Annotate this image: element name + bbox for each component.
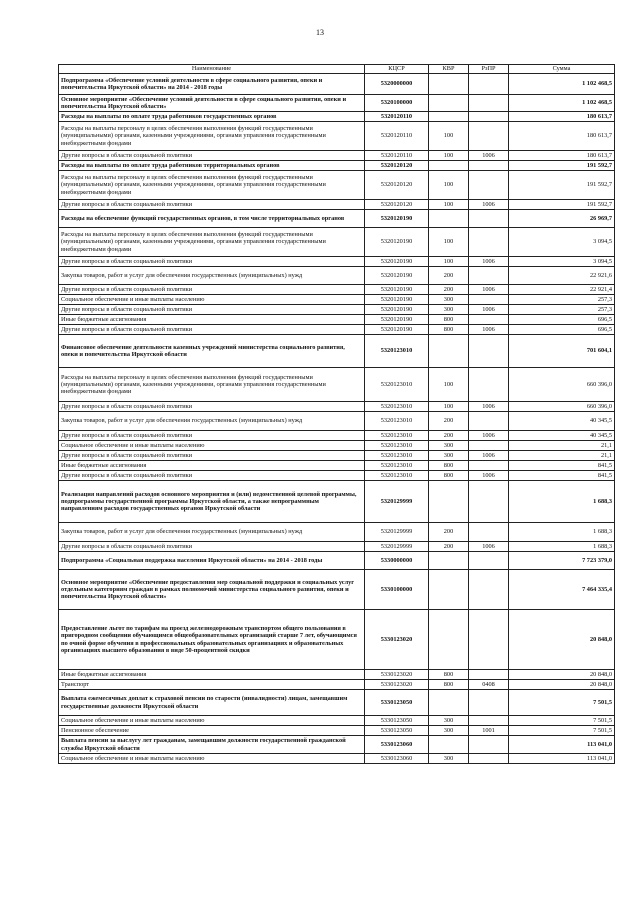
cell-kvr: 200 (429, 431, 469, 441)
cell-kvr (429, 736, 469, 754)
table-row (59, 151, 615, 161)
cell-name: Закупка товаров, работ и услуг для обеспечения государственных (муниципальных) нужд (59, 412, 365, 431)
cell-kcsr: 5320129999 (365, 481, 429, 523)
cell-name: Другие вопросы в области социальной политики (59, 285, 365, 295)
cell-kcsr: 5330123060 (365, 754, 429, 764)
cell-rzpr (469, 315, 509, 325)
cell-kcsr: 5320100000 (365, 95, 429, 112)
table-row (59, 481, 615, 523)
table-body (59, 74, 615, 764)
cell-name: Другие вопросы в области социальной политики (59, 451, 365, 461)
cell-name: Выплата пенсии за выслугу лет гражданам, замещавшим должности государственной гражданской службы Иркутской области (59, 736, 365, 754)
cell-kvr: 300 (429, 441, 469, 451)
cell-name: Социальное обеспечение и иные выплаты населению (59, 295, 365, 305)
cell-name: Расходы на выплаты персоналу в целях обеспечения выполнения функций государственными (муниципальными) органами, казенными учреждениями, органами управления государственными внебюджетными фондами (59, 228, 365, 257)
cell-kcsr: 5330123050 (365, 726, 429, 736)
cell-sum: 7 501,5 (509, 690, 615, 716)
header-rzpr: РзПР (469, 65, 509, 74)
cell-kcsr: 5320120190 (365, 325, 429, 335)
cell-name: Основное мероприятие «Обеспечение условий деятельности в сфере социального развития, опеки и попечительства Иркутской области» (59, 95, 365, 112)
cell-sum: 257,3 (509, 305, 615, 315)
cell-sum: 40 345,5 (509, 412, 615, 431)
cell-rzpr (469, 74, 509, 95)
cell-kcsr: 5320123010 (365, 368, 429, 402)
cell-rzpr (469, 552, 509, 570)
cell-kvr: 800 (429, 680, 469, 690)
cell-name: Подпрограмма «Обеспечение условий деятельности в сфере социального развития, опеки и попечительства Иркутской области» на 2014 - 2018 годы (59, 74, 365, 95)
table-row (59, 368, 615, 402)
cell-sum: 696,5 (509, 325, 615, 335)
cell-rzpr: 1006 (469, 451, 509, 461)
cell-sum: 22 921,4 (509, 285, 615, 295)
cell-rzpr (469, 690, 509, 716)
cell-kcsr: 5320120120 (365, 161, 429, 171)
cell-kvr: 300 (429, 295, 469, 305)
cell-kvr (429, 610, 469, 670)
cell-sum: 7 501,5 (509, 716, 615, 726)
cell-rzpr: 1006 (469, 325, 509, 335)
cell-kvr: 100 (429, 200, 469, 210)
cell-kvr: 100 (429, 402, 469, 412)
cell-kcsr: 5320123010 (365, 441, 429, 451)
cell-kvr: 800 (429, 461, 469, 471)
cell-kvr: 100 (429, 151, 469, 161)
table-row (59, 200, 615, 210)
cell-rzpr: 1006 (469, 305, 509, 315)
cell-name: Другие вопросы в области социальной политики (59, 257, 365, 267)
header-name: Наименование (59, 65, 365, 74)
cell-rzpr (469, 736, 509, 754)
cell-name: Другие вопросы в области социальной политики (59, 431, 365, 441)
cell-kvr: 800 (429, 670, 469, 680)
cell-name: Расходы на выплаты персоналу в целях обеспечения выполнения функций государственными (муниципальными) органами, казенными учреждениями, органами управления государственными внебюджетными фондами (59, 368, 365, 402)
cell-sum: 7 501,5 (509, 726, 615, 736)
cell-kcsr: 5320123010 (365, 471, 429, 481)
cell-kvr (429, 570, 469, 610)
cell-rzpr (469, 267, 509, 285)
cell-sum: 20 848,0 (509, 670, 615, 680)
cell-sum: 7 723 379,0 (509, 552, 615, 570)
cell-name: Социальное обеспечение и иные выплаты населению (59, 716, 365, 726)
cell-sum: 1 102 468,5 (509, 95, 615, 112)
cell-sum: 3 094,5 (509, 257, 615, 267)
cell-sum: 191 592,7 (509, 171, 615, 200)
cell-sum: 257,3 (509, 295, 615, 305)
cell-sum: 26 969,7 (509, 210, 615, 228)
cell-sum: 7 464 335,4 (509, 570, 615, 610)
table-row (59, 161, 615, 171)
cell-rzpr (469, 112, 509, 122)
table-row (59, 295, 615, 305)
budget-table (58, 64, 615, 764)
cell-kvr: 200 (429, 523, 469, 542)
cell-kvr: 200 (429, 285, 469, 295)
cell-name: Пенсионное обеспечение (59, 726, 365, 736)
cell-name: Другие вопросы в области социальной политики (59, 305, 365, 315)
cell-kcsr: 5330100000 (365, 570, 429, 610)
table-row (59, 412, 615, 431)
cell-kvr (429, 74, 469, 95)
cell-name: Закупка товаров, работ и услуг для обеспечения государственных (муниципальных) нужд (59, 523, 365, 542)
cell-sum: 180 613,7 (509, 151, 615, 161)
cell-rzpr (469, 716, 509, 726)
cell-rzpr: 1006 (469, 471, 509, 481)
cell-rzpr (469, 412, 509, 431)
cell-sum: 180 613,7 (509, 112, 615, 122)
cell-kcsr: 5320123010 (365, 431, 429, 441)
cell-rzpr: 1006 (469, 151, 509, 161)
cell-rzpr (469, 670, 509, 680)
cell-kcsr: 5330123020 (365, 610, 429, 670)
header-kvr: КВР (429, 65, 469, 74)
table-row (59, 210, 615, 228)
table-row (59, 325, 615, 335)
cell-rzpr (469, 171, 509, 200)
cell-kcsr: 5320129999 (365, 523, 429, 542)
cell-name: Расходы на выплаты по оплате труда работников территориальных органов (59, 161, 365, 171)
header-kcsr: КЦСР (365, 65, 429, 74)
cell-kvr: 100 (429, 368, 469, 402)
cell-sum: 113 041,0 (509, 754, 615, 764)
table-row (59, 257, 615, 267)
table-row (59, 171, 615, 200)
cell-name: Другие вопросы в области социальной политики (59, 402, 365, 412)
cell-kcsr: 5320120110 (365, 151, 429, 161)
cell-name: Основное мероприятие «Обеспечение предоставления мер социальной поддержки и социальных услуг отдельным категориям граждан в рамках полномочий министерства социального развития, опеки и попечительства Иркутской области» (59, 570, 365, 610)
table-row (59, 471, 615, 481)
cell-kcsr: 5320000000 (365, 74, 429, 95)
table-row (59, 441, 615, 451)
cell-sum: 180 613,7 (509, 122, 615, 151)
table-row (59, 754, 615, 764)
cell-sum: 3 094,5 (509, 228, 615, 257)
cell-rzpr (469, 481, 509, 523)
table-row (59, 736, 615, 754)
cell-name: Другие вопросы в области социальной политики (59, 542, 365, 552)
cell-name: Финансовое обеспечение деятельности казенных учреждений министерства социального развития, опеки и попечительства Иркутской области (59, 335, 365, 368)
table-header-row (59, 65, 615, 74)
table-row (59, 451, 615, 461)
cell-rzpr (469, 95, 509, 112)
cell-sum: 21,1 (509, 451, 615, 461)
table-row (59, 461, 615, 471)
cell-kcsr: 5320123010 (365, 451, 429, 461)
cell-rzpr (469, 161, 509, 171)
cell-sum: 841,5 (509, 471, 615, 481)
cell-sum: 701 604,1 (509, 335, 615, 368)
cell-rzpr (469, 523, 509, 542)
table-row (59, 112, 615, 122)
cell-sum: 1 102 468,5 (509, 74, 615, 95)
table-row (59, 74, 615, 95)
cell-sum: 660 396,0 (509, 368, 615, 402)
table-row (59, 726, 615, 736)
cell-kvr: 100 (429, 228, 469, 257)
cell-kvr (429, 690, 469, 716)
table-row (59, 523, 615, 542)
cell-kcsr: 5330000000 (365, 552, 429, 570)
cell-sum: 20 848,0 (509, 680, 615, 690)
cell-sum: 20 848,0 (509, 610, 615, 670)
cell-kcsr: 5320120190 (365, 257, 429, 267)
table-row (59, 680, 615, 690)
cell-sum: 40 345,5 (509, 431, 615, 441)
table-row (59, 122, 615, 151)
cell-name: Расходы на обеспечение функций государственных органов, в том числе территориальных органов (59, 210, 365, 228)
cell-kvr (429, 210, 469, 228)
cell-kvr (429, 161, 469, 171)
cell-kcsr: 5320123010 (365, 402, 429, 412)
cell-kvr: 300 (429, 716, 469, 726)
table-row (59, 431, 615, 441)
cell-kvr: 300 (429, 305, 469, 315)
cell-kcsr: 5330123020 (365, 680, 429, 690)
table-row (59, 570, 615, 610)
cell-rzpr (469, 122, 509, 151)
cell-kcsr: 5320120190 (365, 228, 429, 257)
cell-rzpr: 1006 (469, 285, 509, 295)
cell-rzpr: 1006 (469, 200, 509, 210)
cell-name: Выплата ежемесячных доплат к страховой пенсии по старости (инвалидности) лицам, замещавшим государственные должности Иркутской области (59, 690, 365, 716)
cell-sum: 1 688,3 (509, 481, 615, 523)
cell-name: Расходы на выплаты персоналу в целях обеспечения выполнения функций государственными (муниципальными) органами, казенными учреждениями, органами управления государственными внебюджетными фондами (59, 171, 365, 200)
cell-rzpr: 1001 (469, 726, 509, 736)
cell-rzpr: 1006 (469, 257, 509, 267)
cell-kcsr: 5330123050 (365, 716, 429, 726)
cell-sum: 1 688,3 (509, 523, 615, 542)
cell-kvr: 200 (429, 267, 469, 285)
cell-kvr: 800 (429, 471, 469, 481)
cell-rzpr (469, 295, 509, 305)
table-row (59, 402, 615, 412)
cell-kcsr: 5320120190 (365, 305, 429, 315)
cell-sum: 22 921,6 (509, 267, 615, 285)
cell-sum: 113 041,0 (509, 736, 615, 754)
cell-rzpr (469, 461, 509, 471)
cell-name: Другие вопросы в области социальной политики (59, 200, 365, 210)
cell-kvr: 100 (429, 122, 469, 151)
cell-name: Иные бюджетные ассигнования (59, 670, 365, 680)
header-sum: Сумма (509, 65, 615, 74)
cell-sum: 191 592,7 (509, 161, 615, 171)
table-row (59, 610, 615, 670)
cell-name: Закупка товаров, работ и услуг для обеспечения государственных (муниципальных) нужд (59, 267, 365, 285)
table-row (59, 716, 615, 726)
cell-kcsr: 5330123020 (365, 670, 429, 680)
cell-kvr (429, 552, 469, 570)
cell-kcsr: 5320120110 (365, 112, 429, 122)
cell-name: Иные бюджетные ассигнования (59, 461, 365, 471)
cell-name: Другие вопросы в области социальной политики (59, 151, 365, 161)
page-number: 13 (316, 28, 324, 37)
cell-sum: 841,5 (509, 461, 615, 471)
cell-rzpr: 1006 (469, 402, 509, 412)
cell-kcsr: 5320120190 (365, 285, 429, 295)
cell-sum: 660 396,0 (509, 402, 615, 412)
cell-sum: 191 592,7 (509, 200, 615, 210)
cell-kvr (429, 481, 469, 523)
cell-kcsr: 5320120190 (365, 315, 429, 325)
table-row (59, 305, 615, 315)
cell-sum: 1 688,3 (509, 542, 615, 552)
cell-kcsr: 5320120190 (365, 295, 429, 305)
table-row (59, 690, 615, 716)
cell-rzpr: 0408 (469, 680, 509, 690)
cell-kvr: 200 (429, 542, 469, 552)
table-row (59, 670, 615, 680)
cell-kvr (429, 95, 469, 112)
table-row (59, 285, 615, 295)
cell-rzpr (469, 610, 509, 670)
cell-name: Социальное обеспечение и иные выплаты населению (59, 754, 365, 764)
table-row (59, 267, 615, 285)
cell-kvr: 300 (429, 451, 469, 461)
cell-rzpr (469, 754, 509, 764)
table-row (59, 95, 615, 112)
cell-rzpr (469, 570, 509, 610)
cell-kcsr: 5320120120 (365, 200, 429, 210)
table-row (59, 315, 615, 325)
cell-name: Реализация направлений расходов основного мероприятия и (или) ведомственной целевой программы, подпрограммы государственной программы Иркутской области, а также непрограммным направлениям расходов государственных органов Иркутской области (59, 481, 365, 523)
cell-kcsr: 5320120110 (365, 122, 429, 151)
cell-kvr: 800 (429, 315, 469, 325)
cell-kcsr: 5320123010 (365, 461, 429, 471)
cell-kvr: 100 (429, 171, 469, 200)
cell-name: Расходы на выплаты персоналу в целях обеспечения выполнения функций государственными (муниципальными) органами, казенными учреждениями, органами управления государственными внебюджетными фондами (59, 122, 365, 151)
cell-kcsr: 5320120190 (365, 267, 429, 285)
cell-kvr: 300 (429, 754, 469, 764)
cell-kvr (429, 335, 469, 368)
cell-rzpr (469, 368, 509, 402)
cell-name: Транспорт (59, 680, 365, 690)
table-row (59, 228, 615, 257)
cell-kcsr: 5320123010 (365, 335, 429, 368)
cell-kvr: 100 (429, 257, 469, 267)
cell-name: Другие вопросы в области социальной политики (59, 471, 365, 481)
cell-rzpr (469, 228, 509, 257)
cell-name: Другие вопросы в области социальной политики (59, 325, 365, 335)
cell-kvr: 800 (429, 325, 469, 335)
cell-kvr: 300 (429, 726, 469, 736)
cell-kcsr: 5320129999 (365, 542, 429, 552)
cell-rzpr: 1006 (469, 431, 509, 441)
table-row (59, 542, 615, 552)
cell-name: Социальное обеспечение и иные выплаты населению (59, 441, 365, 451)
cell-rzpr (469, 441, 509, 451)
cell-rzpr (469, 210, 509, 228)
cell-name: Расходы на выплаты по оплате труда работников государственных органов (59, 112, 365, 122)
cell-kvr (429, 112, 469, 122)
table-row (59, 335, 615, 368)
cell-rzpr (469, 335, 509, 368)
cell-kcsr: 5330123060 (365, 736, 429, 754)
cell-name: Предоставление льгот по тарифам на проезд железнодорожным транспортом общего пользования в пригородном сообщении обучающимся общеобразовательных организаций старше 7 лет, обучающимся по очной форме обучения в профессиональных образовательных организациях и образовательных организациях высшего образования в виде 50-процентной скидки (59, 610, 365, 670)
cell-kcsr: 5320120190 (365, 210, 429, 228)
cell-kcsr: 5320120120 (365, 171, 429, 200)
cell-sum: 696,5 (509, 315, 615, 325)
cell-kcsr: 5330123050 (365, 690, 429, 716)
cell-rzpr: 1006 (469, 542, 509, 552)
table-row (59, 552, 615, 570)
cell-sum: 21,1 (509, 441, 615, 451)
cell-name: Подпрограмма «Социальная поддержка населения Иркутской области» на 2014 - 2018 годы (59, 552, 365, 570)
cell-kvr: 200 (429, 412, 469, 431)
cell-name: Иные бюджетные ассигнования (59, 315, 365, 325)
cell-kcsr: 5320123010 (365, 412, 429, 431)
